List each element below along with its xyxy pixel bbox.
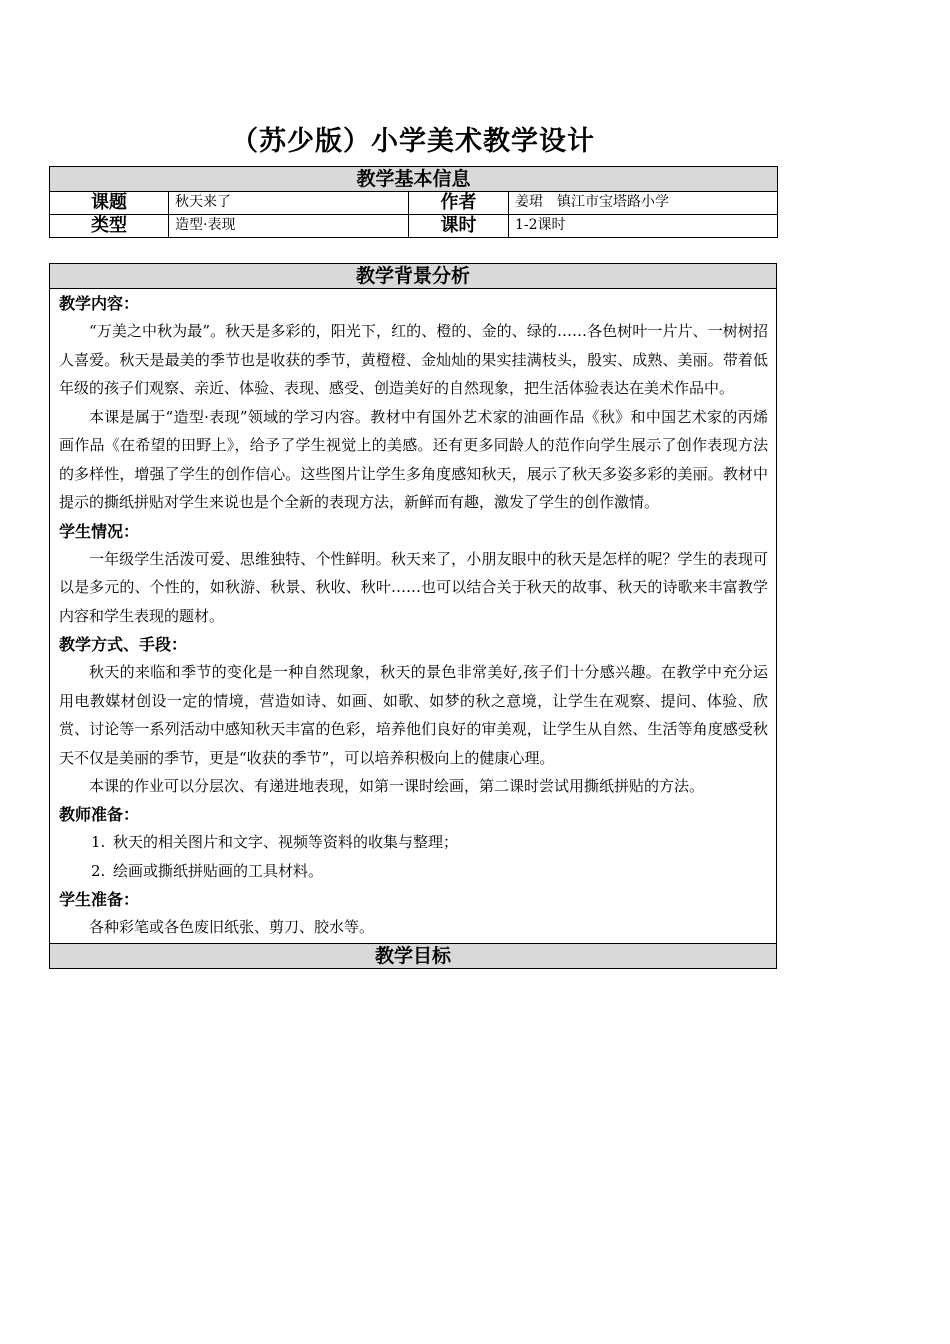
hours-value: 1-2课时 xyxy=(509,215,778,238)
content-heading: 教学内容： xyxy=(59,294,140,313)
background-header: 教学背景分析 xyxy=(50,264,777,289)
teacher-prep-heading: 教师准备： xyxy=(59,804,140,824)
background-analysis-table xyxy=(49,263,777,969)
basic-info-header: 教学基本信息 xyxy=(50,167,778,192)
topic-label: 课题 xyxy=(50,192,169,215)
background-content xyxy=(50,289,777,944)
methods-paragraph: 秋天的来临和季节的变化是一种自然现象，秋天的景色非常美好,孩子们十分感兴趣。在教学中充分运用电教媒材创设一定的情境，营造如诗、如画、如歌、如梦的秋之意境，让学生在观察、提问、体验、欣赏、讨论等一系列活动中感知秋天丰富的色彩，培养他们良好的审美观，让学生从自然、生活等角度感受秋天不仅是美丽的季节，更是“收获的季节”，可以培养积极向上的健康心理。 xyxy=(59,663,768,767)
students-heading: 学生情况： xyxy=(59,521,140,541)
content-paragraph: “万美之中秋为最”。秋天是多彩的，阳光下，红的、橙的、金的、绿的……各色树叶一片片、一树树招人喜爱。秋天是最美的季节也是收获的季节，黄橙橙、金灿灿的果实挂满枝头，殷实、成熟、美丽。带着低年级的孩子们观察、亲近、体验、表现、感受、创造美好的自然现象，把生活体验表达在美术作品中。 xyxy=(59,322,768,397)
list-number: 1. xyxy=(91,832,106,851)
methods-paragraph: 本课的作业可以分层次、有递进地表现，如第一课时绘画，第二课时尝试用撕纸拼贴的方法。 xyxy=(89,777,705,795)
list-text: 秋天的相关图片和文字、视频等资料的收集与整理； xyxy=(113,832,459,851)
author-value: 姜珺 镇江市宝塔路小学 xyxy=(509,192,778,215)
page-title: （苏少版）小学美术教学设计 xyxy=(231,126,595,157)
info-row xyxy=(50,215,778,238)
list-item xyxy=(59,857,768,886)
info-row xyxy=(50,192,778,215)
type-label: 类型 xyxy=(50,215,169,238)
methods-heading: 教学方式、手段： xyxy=(59,635,188,654)
list-text: 绘画或撕纸拼贴画的工具材料。 xyxy=(113,861,324,880)
type-value: 造型·表现 xyxy=(169,215,409,238)
student-prep-heading: 学生准备： xyxy=(59,889,140,909)
list-item xyxy=(59,828,768,857)
content-paragraph: 本课是属于“造型·表现”领域的学习内容。教材中有国外艺术家的油画作品《秋》和中国艺术家的丙烯画作品《在希望的田野上》，给予了学生视觉上的美感。还有更多同龄人的范作向学生展示了创作表现方法的多样性，增强了学生的创作信心。这些图片让学生多角度感知秋天，展示了秋天多姿多彩的美丽。教材中提示的撕纸拼贴对学生来说也是个全新的表现方法，新鲜而有趣，激发了学生的创作激情。 xyxy=(59,407,768,511)
hours-label: 课时 xyxy=(409,215,509,238)
student-prep-paragraph: 各种彩笔或各色废旧纸张、剪刀、胶水等。 xyxy=(89,917,375,936)
basic-info-table xyxy=(49,166,778,238)
objectives-header: 教学目标 xyxy=(50,944,777,969)
topic-value: 秋天来了 xyxy=(169,192,409,215)
list-number: 2. xyxy=(91,861,106,880)
author-label: 作者 xyxy=(409,192,509,215)
students-paragraph: 一年级学生活泼可爱、思维独特、个性鲜明。秋天来了，小朋友眼中的秋天是怎样的呢？学生的表现可以是多元的、个性的，如秋游、秋景、秋收、秋叶……也可以结合关于秋天的故事、秋天的诗歌来丰富教学内容和学生表现的题材。 xyxy=(59,549,768,625)
